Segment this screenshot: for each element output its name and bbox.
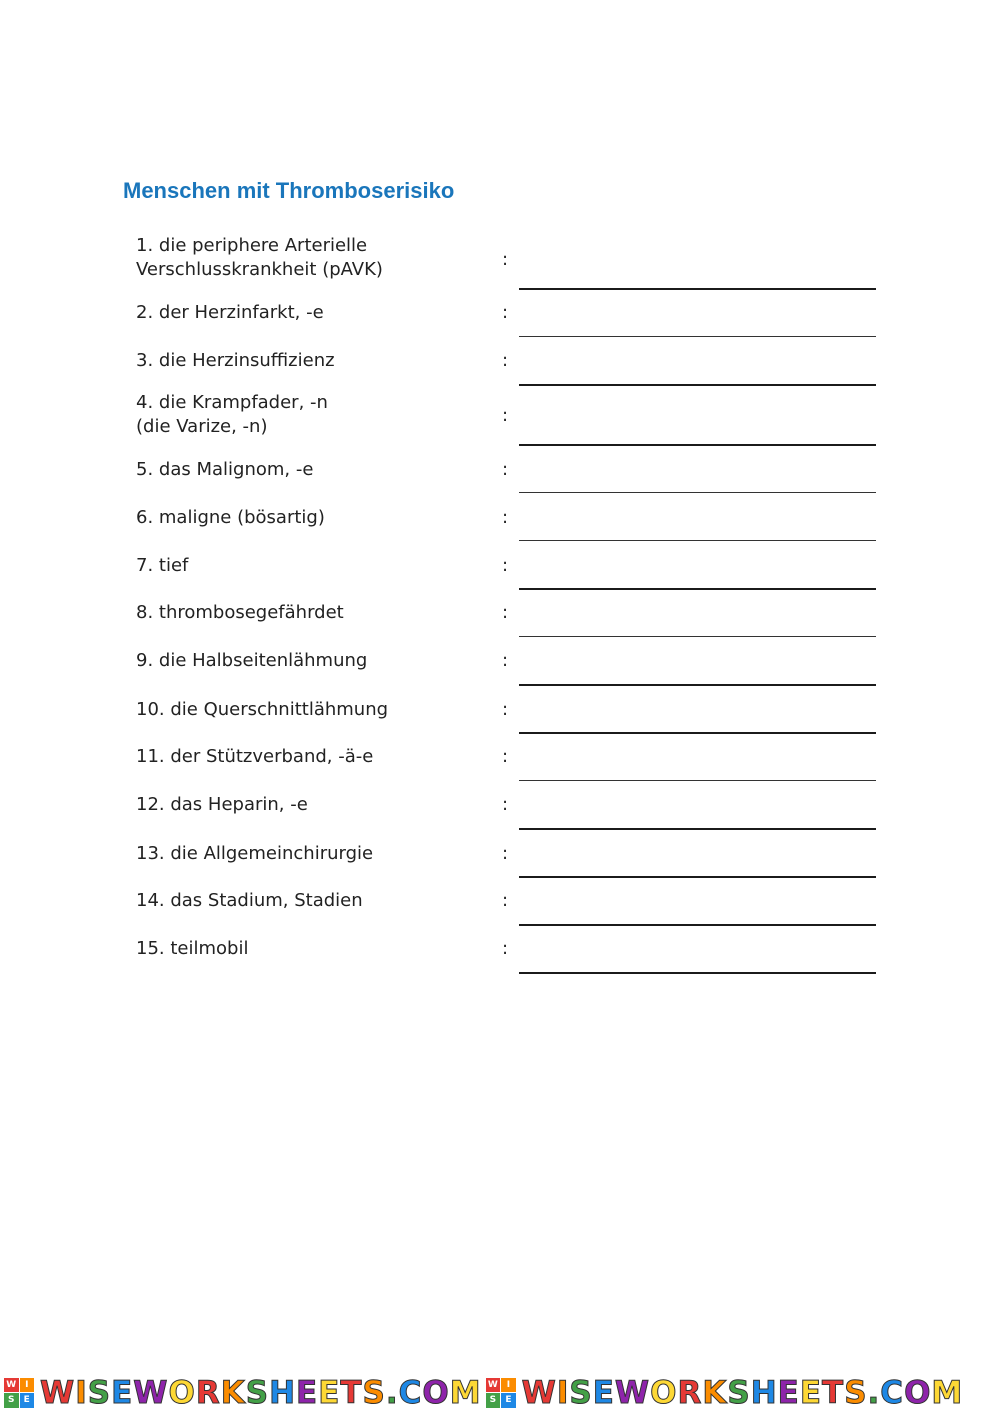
answer-blank[interactable] [519,540,876,541]
colon-separator: : [502,650,509,671]
term-line: Verschlusskrankheit (pAVK) [136,259,383,280]
watermark-1 [0,1372,482,1413]
watermark-letter: . [867,1374,881,1411]
watermark-letter: S [569,1374,593,1411]
term-line: 11. der Stützverband, -ä-e [136,746,374,767]
watermark-letter: S [245,1374,270,1411]
watermark-letter: S [844,1374,868,1411]
term-line: 13. die Allgemeinchirurgie [136,843,374,864]
logo-letter: W [4,1378,19,1393]
logo-letter: W [486,1378,501,1393]
answer-blank[interactable] [519,924,876,926]
watermark-letter: W [614,1374,651,1411]
watermark-letter: O [422,1374,450,1411]
watermark-letter: T [340,1374,363,1411]
logo-letter: E [20,1393,35,1408]
answer-blank[interactable] [519,780,876,781]
colon-separator: : [502,507,509,528]
answer-blank[interactable] [519,828,876,830]
term-line: 4. die Krampfader, -n [136,392,328,413]
term-line: 6. maligne (bösartig) [136,507,325,528]
watermark-letter: O [168,1374,196,1411]
logo-icon [486,1378,516,1408]
term-text [136,234,383,282]
term-text [136,889,363,913]
answer-blank[interactable] [519,684,876,686]
logo-letter: S [486,1393,501,1408]
watermark-letter: W [133,1374,169,1411]
term-text [136,649,367,673]
watermark-letter: M [931,1374,964,1411]
watermark-text [40,1375,482,1411]
colon-separator: : [502,843,509,864]
colon-separator: : [502,555,509,576]
term-text [136,745,373,769]
watermark-letter: C [398,1374,423,1411]
watermark-letter: M [449,1374,482,1411]
watermark-letter: I [75,1374,88,1411]
watermark-letter: C [880,1374,905,1411]
answer-blank[interactable] [519,444,876,446]
term-text [136,601,344,625]
colon-separator: : [502,938,509,959]
term-line: 10. die Querschnittlähmung [136,699,389,720]
watermark-letter: R [677,1374,703,1411]
watermark-letter: E [592,1374,615,1411]
term-line: (die Varize, -n) [136,416,268,437]
answer-blank[interactable] [519,336,876,337]
watermark-2 [482,1372,964,1413]
colon-separator: : [502,459,509,480]
term-line: 1. die periphere Arterielle [136,235,368,256]
term-line: 15. teilmobil [136,938,249,959]
term-text [136,301,324,325]
logo-letter: I [20,1378,35,1393]
colon-separator: : [502,794,509,815]
logo-letter: I [501,1378,516,1393]
watermark-letter: E [111,1374,134,1411]
colon-separator: : [502,746,509,767]
term-line: 5. das Malignom, -e [136,459,314,480]
colon-separator: : [502,602,509,623]
watermark-letter: W [40,1374,76,1411]
answer-blank[interactable] [519,288,876,290]
watermark-letter: E [318,1374,341,1411]
term-text [136,793,308,817]
term-text [136,937,248,961]
term-text [136,506,325,530]
watermark-text [522,1375,964,1411]
logo-letter: E [501,1393,516,1408]
watermark-letter: E [799,1374,823,1411]
term-line: 2. der Herzinfarkt, -e [136,302,324,323]
worksheet-title: Menschen mit Thromboserisiko [123,178,455,203]
term-text [136,554,188,578]
colon-separator: : [502,405,509,426]
term-line: 12. das Heparin, -e [136,794,308,815]
watermark-letter: R [195,1374,221,1411]
colon-separator: : [502,350,509,371]
answer-blank[interactable] [519,588,876,590]
answer-blank[interactable] [519,636,876,637]
term-line: 9. die Halbseitenlähmung [136,650,368,671]
answer-blank[interactable] [519,972,876,974]
watermark-letter: S [87,1374,112,1411]
watermark-letter: K [702,1374,728,1411]
watermark-letter: O [904,1374,932,1411]
watermark-letter: H [269,1374,297,1411]
watermark-footer [0,1372,1000,1413]
answer-blank[interactable] [519,732,876,734]
watermark-letter: E [777,1374,800,1411]
watermark-letter: S [362,1374,386,1411]
term-text [136,698,388,722]
term-text [136,458,313,482]
term-text [136,391,328,439]
colon-separator: : [502,699,509,720]
watermark-letter: W [521,1374,557,1411]
watermark-letter: E [296,1374,319,1411]
colon-separator: : [502,302,509,323]
watermark-letter: S [727,1374,751,1411]
watermark-letter: . [385,1374,399,1411]
answer-blank[interactable] [519,384,876,386]
watermark-letter: H [750,1374,778,1411]
term-text [136,842,373,866]
watermark-letter: O [650,1374,678,1411]
colon-separator: : [502,249,509,270]
logo-letter: S [4,1393,19,1408]
term-line: 7. tief [136,555,189,576]
term-line: 3. die Herzinsuffizienz [136,350,335,371]
term-line: 14. das Stadium, Stadien [136,890,363,911]
watermark-letter: K [220,1374,246,1411]
answer-blank[interactable] [519,492,876,493]
watermark-letter: I [556,1374,570,1411]
watermark-letter: T [822,1374,845,1411]
term-line: 8. thrombosegefährdet [136,602,344,623]
logo-icon [4,1378,34,1408]
answer-blank[interactable] [519,876,876,878]
colon-separator: : [502,890,509,911]
term-text [136,349,335,373]
